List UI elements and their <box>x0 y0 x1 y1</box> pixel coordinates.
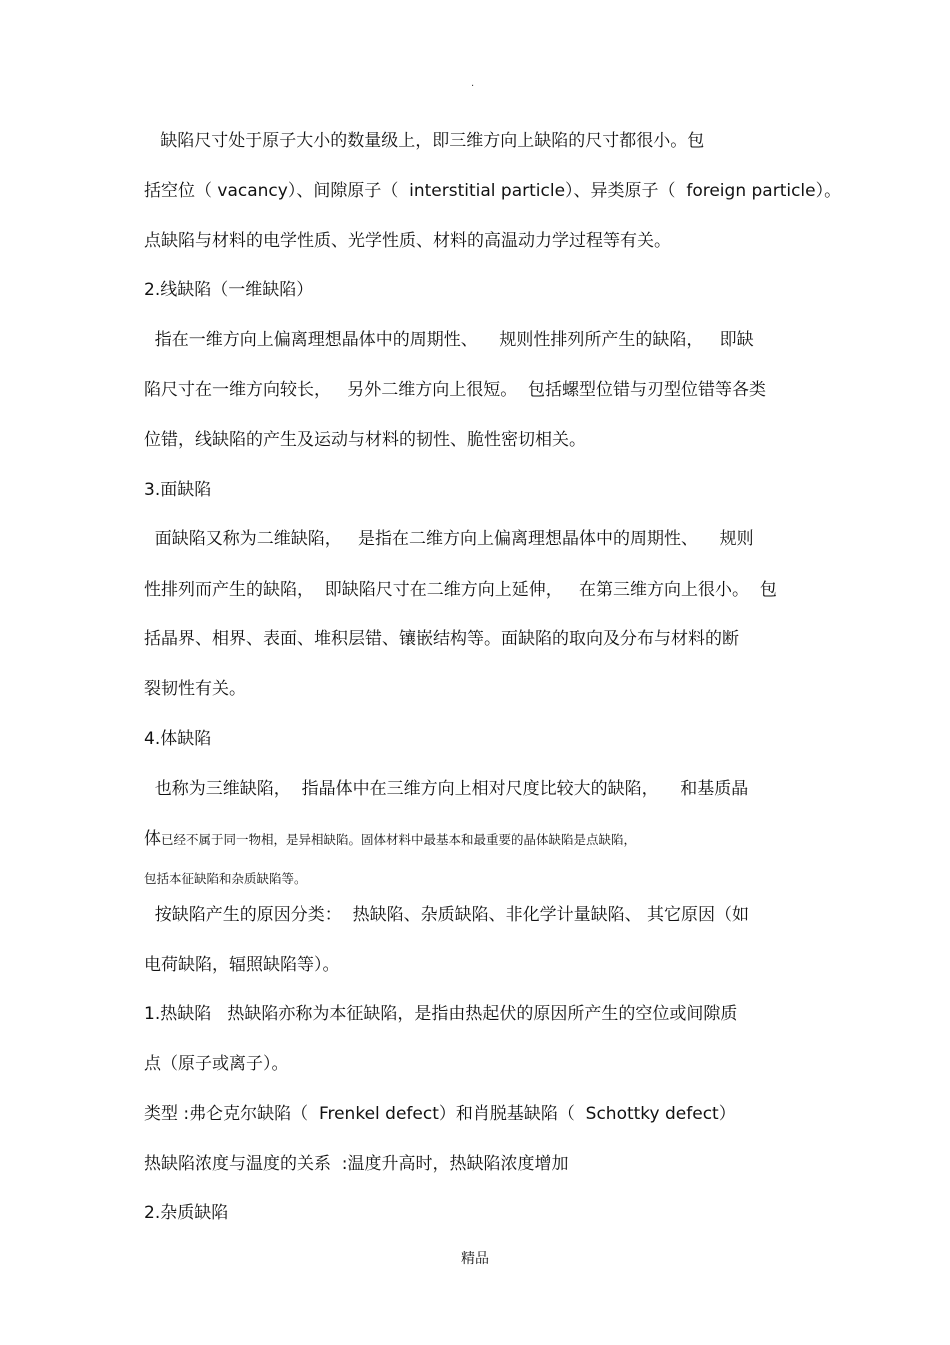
section-heading: 2.线缺陷（一维缺陷） <box>144 280 314 300</box>
header-dot: . <box>471 78 475 89</box>
mixed-line-large-char: 体 <box>144 829 161 849</box>
paragraph-line: 点缺陷与材料的电学性质、光学性质、材料的高温动力学过程等有关。 <box>144 231 671 251</box>
section-heading: 1.热缺陷 热缺陷亦称为本征缺陷，是指由热起伏的原因所产生的空位或间隙质 <box>144 1004 738 1024</box>
paragraph-line: 性排列而产生的缺陷， 即缺陷尺寸在二维方向上延伸， 在第三维方向上很小。 包 <box>144 580 777 600</box>
footer-label: 精品 <box>461 1251 489 1267</box>
paragraph-line: 裂韧性有关。 <box>144 679 246 699</box>
mixed-size-line <box>144 828 636 851</box>
paragraph-line: 电荷缺陷，辐照缺陷等）。 <box>144 955 340 975</box>
paragraph-line: 括空位（ vacancy）、间隙原子（ interstitial particle）、异类原子（ foreign particle）。 <box>144 181 842 201</box>
section-heading: 4.体缺陷 <box>144 729 212 749</box>
paragraph-line: 括晶界、相界、表面、堆积层错、镶嵌结构等。面缺陷的取向及分布与材料的断 <box>144 629 739 649</box>
section-heading: 2.杂质缺陷 <box>144 1203 229 1223</box>
paragraph-line: 指在一维方向上偏离理想晶体中的周期性、 规则性排列所产生的缺陷， 即缺 <box>144 330 754 350</box>
paragraph-line: 点（原子或离子）。 <box>144 1054 289 1074</box>
paragraph-line: 面缺陷又称为二维缺陷， 是指在二维方向上偏离理想晶体中的周期性、 规则 <box>144 529 754 549</box>
paragraph-line: 陷尺寸在一维方向较长， 另外二维方向上很短。 包括螺型位错与刃型位错等各类 <box>144 380 767 400</box>
paragraph-line: 位错，线缺陷的产生及运动与材料的韧性、脆性密切相关。 <box>144 430 586 450</box>
section-heading: 3.面缺陷 <box>144 480 212 500</box>
paragraph-line: 按缺陷产生的原因分类： 热缺陷、杂质缺陷、非化学计量缺陷、 其它原因（如 <box>144 905 750 925</box>
paragraph-line: 缺陷尺寸处于原子大小的数量级上，即三维方向上缺陷的尺寸都很小。包 <box>144 131 705 151</box>
paragraph-line: 类型 :弗仑克尔缺陷（ Frenkel defect）和肖脱基缺陷（ Schottky defect） <box>144 1104 736 1124</box>
mixed-line-small-text: 已经不属于同一物相，是异相缺陷。固体材料中最基本和最重要的晶体缺陷是点缺陷， <box>161 832 637 847</box>
paragraph-line: 热缺陷浓度与温度的关系 :温度升高时，热缺陷浓度增加 <box>144 1154 569 1174</box>
paragraph-line: 也称为三维缺陷， 指晶体中在三维方向上相对尺度比较大的缺陷， 和基质晶 <box>144 779 749 799</box>
small-text-line: 包括本征缺陷和杂质缺陷等。 <box>144 871 307 886</box>
